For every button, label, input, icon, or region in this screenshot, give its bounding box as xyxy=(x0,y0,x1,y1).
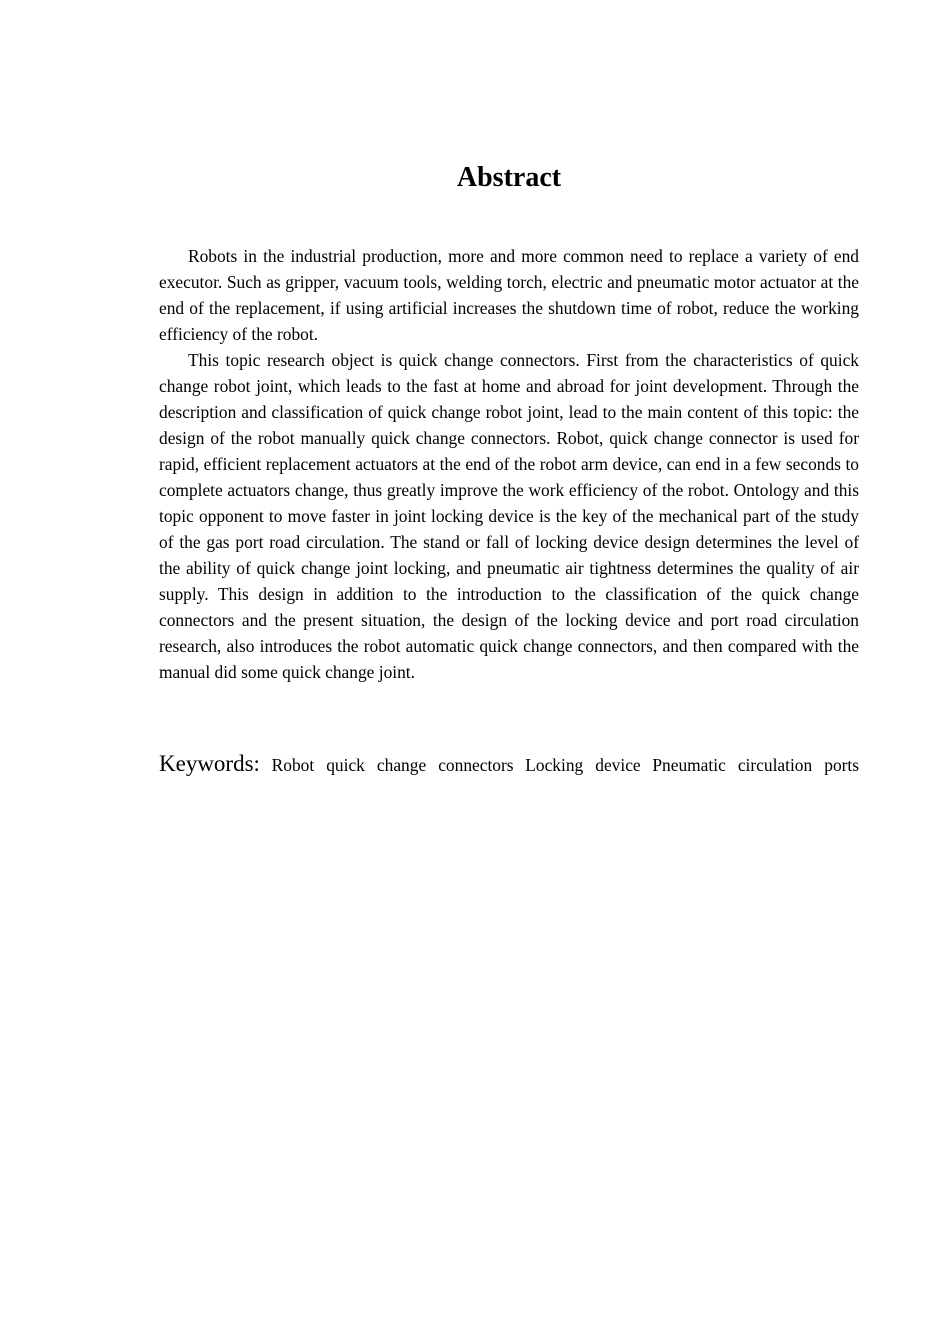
abstract-body xyxy=(159,243,859,685)
keyword-item: Pneumatic circulation ports xyxy=(652,755,860,775)
abstract-paragraph: This topic research object is quick change connectors. First from the characteristics of quick change robot joint, which leads to the fast at home and abroad for joint development. Through the description and classification of quick change robot joint, lead to the main content of this topic: the design of the robot manually quick change connectors. Robot, quick change connector is used for rapid, efficient replacement actuators at the end of the robot arm device, can end in a few seconds to complete actuators change, thus greatly improve the work efficiency of the robot. Ontology and this topic opponent to move faster in joint locking device is the key of the mechanical part of the study of the gas port road circulation. The stand or fall of locking device design determines the level of the ability of quick change joint locking, and pneumatic air tightness determines the quality of air supply. This design in addition to the introduction to the classification of the quick change connectors and the present situation, the design of the locking device and port road circulation research, also introduces the robot automatic quick change connectors, and then compared with the manual did some quick change joint. xyxy=(159,350,859,682)
abstract-title: Abstract xyxy=(456,162,562,193)
keyword-item: Robot quick change connectors xyxy=(271,755,514,775)
keyword-item: Locking device xyxy=(525,755,641,775)
keywords-label: Keywords: xyxy=(159,751,260,776)
abstract-paragraph: Robots in the industrial production, more and more common need to replace a variety of end executor. Such as gripper, vacuum tools, welding torch, electric and pneumatic motor actuator at the end of the replacement, if using artificial increases the shutdown time of robot, reduce the working efficiency of the robot. xyxy=(159,246,859,344)
keywords-line xyxy=(159,748,859,783)
